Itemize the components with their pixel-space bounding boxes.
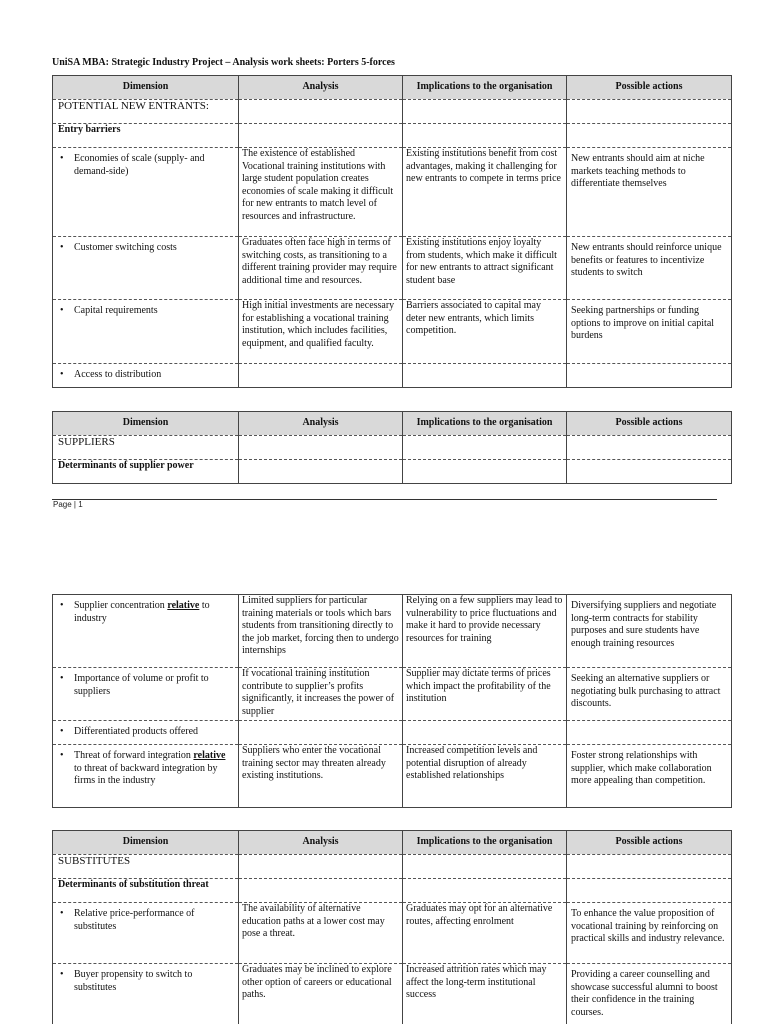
header-implications: Implications to the organisation [403, 76, 567, 100]
factor-label: Importance of volume or profit to suppliers [74, 673, 209, 697]
footer-divider [52, 499, 717, 500]
factor-label: Customer switching costs [74, 242, 177, 253]
factor-cell [53, 964, 239, 1024]
section-row [53, 855, 732, 879]
section-title: POTENTIAL NEW ENTRANTS: [53, 100, 239, 124]
implications-cell: Existing institutions enjoy loyalty from students, which make it difficult for new entrants to attract significant student base [403, 237, 567, 300]
table-header-row [53, 76, 732, 100]
subsection-row [53, 879, 732, 903]
bullet-icon: • [60, 242, 64, 253]
table-row [53, 237, 732, 300]
bullet-icon: • [60, 750, 64, 761]
empty-cell [567, 879, 732, 903]
factor-cell [53, 364, 239, 388]
factor-cell [53, 668, 239, 721]
factor-label: Buyer propensity to switch to substitutes [74, 969, 193, 993]
factor-label: Supplier concentration relative to industry [74, 600, 210, 624]
empty-cell [567, 100, 732, 124]
empty-cell [239, 879, 403, 903]
header-analysis: Analysis [239, 412, 403, 436]
bullet-icon: • [60, 600, 64, 611]
empty-cell [403, 879, 567, 903]
empty-cell [403, 855, 567, 879]
analysis-cell [239, 364, 403, 388]
header-analysis: Analysis [239, 76, 403, 100]
actions-cell: Seeking an alternative suppliers or negotiating bulk purchasing to attract discounts. [567, 668, 732, 721]
empty-cell [403, 100, 567, 124]
actions-cell: New entrants should aim at niche markets teaching methods to differentiate themselves [567, 148, 732, 237]
header-actions: Possible actions [567, 412, 732, 436]
substitutes-table [52, 830, 732, 1024]
new-entrants-table [52, 75, 732, 388]
factor-label: Threat of forward integration relative to threat of backward integration by firms in the industry [74, 750, 226, 786]
subsection-title: Entry barriers [53, 124, 239, 148]
header-dimension: Dimension [53, 76, 239, 100]
empty-cell [239, 100, 403, 124]
factor-cell [53, 721, 239, 745]
analysis-cell: Limited suppliers for particular training materials or tools which bars students from transitioning directly to the job market, forcing then to undergo internships [239, 595, 403, 668]
subsection-row [53, 460, 732, 484]
empty-cell [567, 460, 732, 484]
factor-label: Relative price-performance of substitutes [74, 908, 195, 932]
analysis-cell: The availability of alternative education paths at a lower cost may pose a threat. [239, 903, 403, 964]
bullet-icon: • [60, 305, 64, 316]
table-row [53, 964, 732, 1024]
factor-label: Economies of scale (supply- and demand-side) [74, 153, 205, 177]
bullet-icon: • [60, 673, 64, 684]
factor-cell [53, 300, 239, 364]
header-dimension: Dimension [53, 831, 239, 855]
section-row [53, 100, 732, 124]
analysis-cell [239, 721, 403, 745]
factor-cell [53, 148, 239, 237]
section-row [53, 436, 732, 460]
bullet-icon: • [60, 908, 64, 919]
empty-cell [403, 460, 567, 484]
bullet-icon: • [60, 969, 64, 980]
table-header-row [53, 831, 732, 855]
analysis-cell: Suppliers who enter the vocational training sector may threaten already existing institutions. [239, 745, 403, 808]
analysis-cell: If vocational training institution contribute to supplier’s profits significantly, it increases the power of supplier [239, 668, 403, 721]
actions-cell: Seeking partnerships or funding options to improve on initial capital burdens [567, 300, 732, 364]
implications-cell: Graduates may opt for an alternative routes, affecting enrolment [403, 903, 567, 964]
table-row [53, 721, 732, 745]
section-title: SUBSTITUTES [53, 855, 239, 879]
bullet-icon: • [60, 153, 64, 164]
header-dimension: Dimension [53, 412, 239, 436]
page-footer: Page | 1 [53, 500, 83, 509]
empty-cell [403, 124, 567, 148]
suppliers-header-table [52, 411, 732, 484]
actions-cell: Diversifying suppliers and negotiate long-term contracts for stability purposes and sure students have enough training resources [567, 595, 732, 668]
implications-cell: Increased competition levels and potential disruption of already established relationships [403, 745, 567, 808]
actions-cell: To enhance the value proposition of vocational training by reinforcing on practical skills and industry relevance. [567, 903, 732, 964]
document-title: UniSA MBA: Strategic Industry Project – Analysis work sheets: Porters 5-forces [52, 57, 395, 68]
actions-cell [567, 364, 732, 388]
empty-cell [567, 855, 732, 879]
header-implications: Implications to the organisation [403, 831, 567, 855]
factor-cell [53, 595, 239, 668]
empty-cell [239, 460, 403, 484]
factor-cell [53, 903, 239, 964]
actions-cell: Providing a career counselling and showcase successful alumni to boost their confidence in the training courses. [567, 964, 732, 1024]
header-implications: Implications to the organisation [403, 412, 567, 436]
factor-label: Access to distribution [74, 369, 162, 380]
empty-cell [403, 436, 567, 460]
implications-cell [403, 721, 567, 745]
factor-label: Differentiated products offered [74, 726, 199, 737]
table-row [53, 300, 732, 364]
table-header-row [53, 412, 732, 436]
implications-cell: Barriers associated to capital may deter new entrants, which limits competition. [403, 300, 567, 364]
header-analysis: Analysis [239, 831, 403, 855]
implications-cell [403, 364, 567, 388]
subsection-title: Determinants of supplier power [53, 460, 239, 484]
empty-cell [567, 124, 732, 148]
suppliers-table [52, 594, 732, 808]
table-row [53, 148, 732, 237]
empty-cell [239, 855, 403, 879]
implications-cell: Supplier may dictate terms of prices which impact the profitability of the institution [403, 668, 567, 721]
actions-cell [567, 721, 732, 745]
empty-cell [239, 124, 403, 148]
factor-cell [53, 745, 239, 808]
implications-cell: Relying on a few suppliers may lead to vulnerability to price fluctuations and make it hard to provide necessary resources for training [403, 595, 567, 668]
section-title: SUPPLIERS [53, 436, 239, 460]
empty-cell [239, 436, 403, 460]
actions-cell: Foster strong relationships with supplier, which make collaboration more appealing than competition. [567, 745, 732, 808]
factor-label: Capital requirements [74, 305, 158, 316]
analysis-cell: Graduates often face high in terms of switching costs, as transitioning to a different training provider may require additional time and resources. [239, 237, 403, 300]
actions-cell: New entrants should reinforce unique benefits or features to incentivize students to switch [567, 237, 732, 300]
bullet-icon: • [60, 726, 64, 737]
table-row [53, 745, 732, 808]
implications-cell: Increased attrition rates which may affect the long-term institutional success [403, 964, 567, 1024]
bullet-icon: • [60, 369, 64, 380]
subsection-row [53, 124, 732, 148]
header-actions: Possible actions [567, 831, 732, 855]
analysis-cell: The existence of established Vocational training institutions with large student population creates economies of scale making it difficult for new entrants to match level of resources and infrastructure. [239, 148, 403, 237]
subsection-title: Determinants of substitution threat [53, 879, 239, 903]
table-row [53, 595, 732, 668]
analysis-cell: High initial investments are necessary for establishing a vocational training institution, which includes facilities, equipment, and qualified faculty. [239, 300, 403, 364]
table-row [53, 364, 732, 388]
empty-cell [567, 436, 732, 460]
factor-cell [53, 237, 239, 300]
implications-cell: Existing institutions benefit from cost advantages, making it challenging for new entrants to compete in terms price [403, 148, 567, 237]
table-row [53, 903, 732, 964]
analysis-cell: Graduates may be inclined to explore other option of careers or educational paths. [239, 964, 403, 1024]
header-actions: Possible actions [567, 76, 732, 100]
table-row [53, 668, 732, 721]
